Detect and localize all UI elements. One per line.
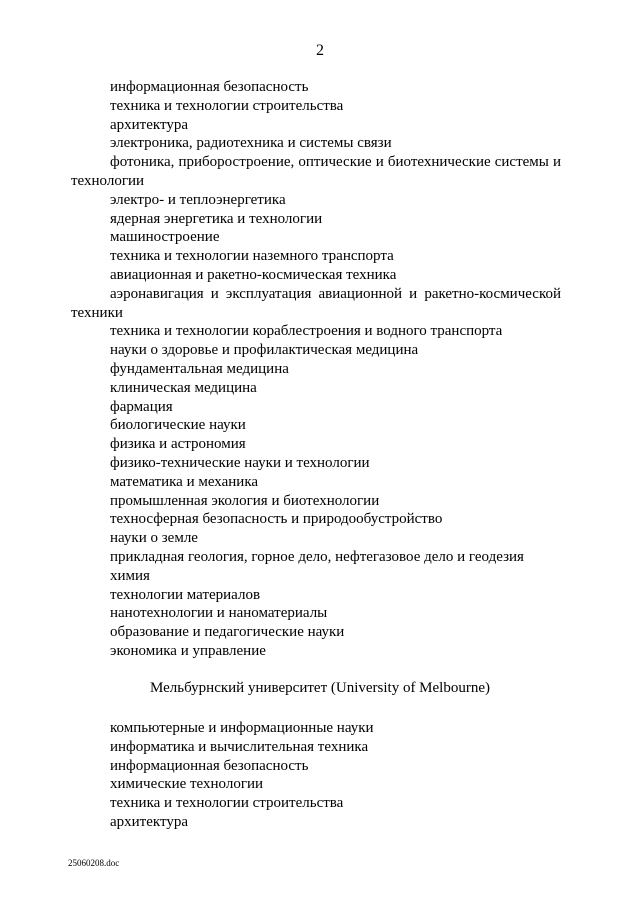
list-item: электроника, радиотехника и системы связи xyxy=(110,135,392,152)
list-item: фундаментальная медицина xyxy=(110,360,289,377)
list-item: фармация xyxy=(110,398,173,415)
list-item: авиационная и ракетно-космическая техника xyxy=(110,266,397,283)
list-item: техника и технологии строительства xyxy=(110,97,344,114)
list-item: техносферная безопасность и природообустройство xyxy=(110,511,443,528)
list-item: информатика и вычислительная техника xyxy=(110,738,369,755)
list-item: экономика и управление xyxy=(110,642,266,659)
list-item: фотоника, приборостроение, оптические и биотехнические системы и технологии xyxy=(71,154,561,189)
list-item: техника и технологии кораблестроения и водного транспорта xyxy=(110,323,503,340)
list-item: электро- и теплоэнергетика xyxy=(110,191,286,208)
list-item: компьютерные и информационные науки xyxy=(110,720,374,736)
list-item: нанотехнологии и наноматериалы xyxy=(110,605,328,622)
specialty-list-bottom xyxy=(71,719,561,832)
list-item: физика и астрономия xyxy=(110,436,246,453)
list-item: технологии материалов xyxy=(110,586,261,603)
list-item: химия xyxy=(110,567,150,584)
list-item: науки о здоровье и профилактическая медицина xyxy=(110,342,419,359)
list-item: клиническая медицина xyxy=(110,379,257,396)
list-item: аэронавигация и эксплуатация авиационной и ракетно-космической техники xyxy=(71,285,561,321)
list-item: архитектура xyxy=(110,813,189,830)
list-item: математика и механика xyxy=(110,473,259,490)
list-item: техника и технологии наземного транспорта xyxy=(110,248,394,265)
list-item: ядерная энергетика и технологии xyxy=(110,210,323,227)
list-item: машиностроение xyxy=(110,229,220,246)
list-item: техника и технологии строительства xyxy=(110,795,344,812)
list-item: архитектура xyxy=(110,116,189,133)
list-item: прикладная геология, горное дело, нефтегазовое дело и геодезия xyxy=(110,548,524,565)
list-item: промышленная экология и биотехнологии xyxy=(110,492,380,509)
page-number: 2 xyxy=(316,42,324,59)
list-item: информационная безопасность xyxy=(110,757,309,774)
specialty-list-top xyxy=(71,78,561,661)
list-item: информационная безопасность xyxy=(110,79,309,95)
list-item: образование и педагогические науки xyxy=(110,624,345,641)
list-item: физико-технические науки и технологии xyxy=(110,454,370,471)
list-item: химические технологии xyxy=(110,776,264,793)
footer-filename: 25060208.doc xyxy=(68,858,120,868)
list-item: биологические науки xyxy=(110,417,246,434)
section-heading: Мельбурнский университет (University of Melbourne) xyxy=(150,680,490,696)
list-item: науки о земле xyxy=(110,530,198,547)
